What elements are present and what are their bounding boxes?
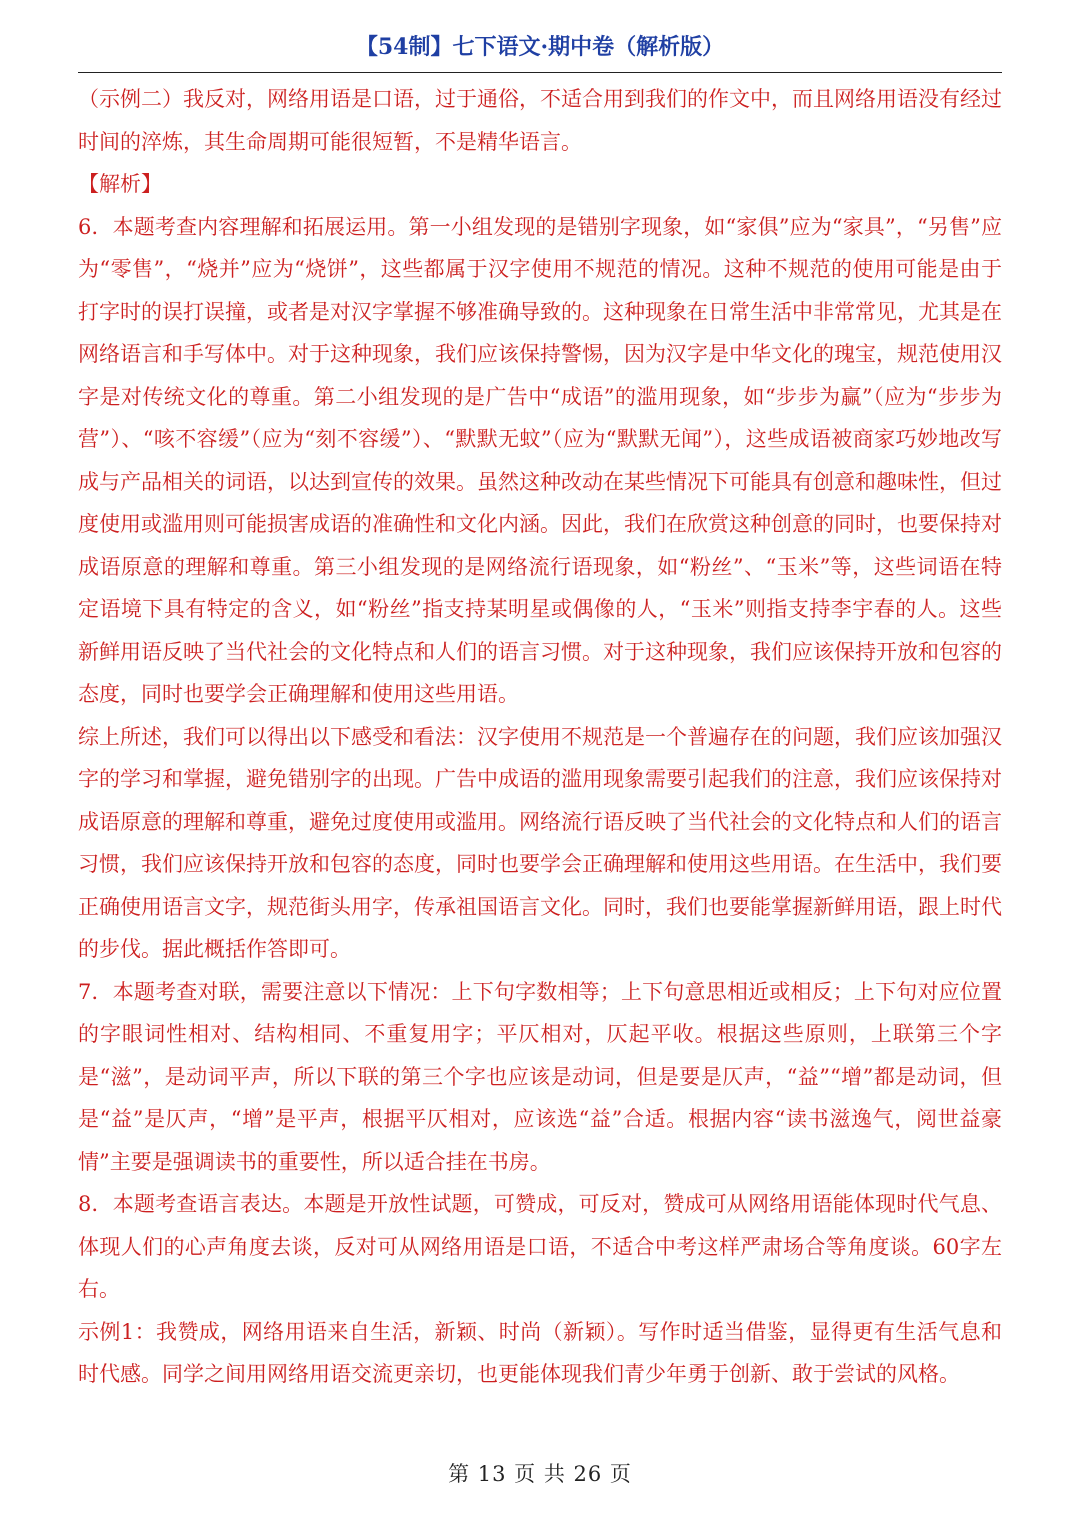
document-header-title: 【54制】七下语文·期中卷（解析版） <box>355 34 725 60</box>
page-number: 第 13 页 共 26 页 <box>448 1462 632 1486</box>
analysis-question-8: 8．本题考查语言表达。本题是开放性试题，可赞成，可反对，赞成可从网络用语能体现时代气息、体现人们的心声角度去谈，反对可从网络用语是口语，不适合中考这样严肃场合等角度谈。60字左右。 <box>78 1192 1002 1301</box>
analysis-question-7: 7．本题考查对联，需要注意以下情况：上下句字数相等；上下句意思相近或相反；上下句对应位置的字眼词性相对、结构相同、不重复用字；平仄相对，仄起平收。根据这些原则，上联第三个字是“滋”，是动词平声，所以下联的第三个字也应该是动词，但是要是仄声，“益”“增”都是动词，但是“益”是仄声，“增”是平声，根据平仄相对，应该选“益”合适。根据内容“读书滋逸气，阅世益豪情”主要是强调读书的重要性，所以适合挂在书房。 <box>78 979 1002 1174</box>
document-body <box>78 78 1002 1396</box>
answer-example-1: 示例1：我赞成，网络用语来自生活，新颖、时尚（新颖）。写作时适当借鉴，显得更有生活气息和时代感。同学之间用网络用语交流更亲切，也更能体现我们青少年勇于创新、敢于尝试的风格。 <box>78 1319 1002 1386</box>
header-divider <box>78 72 1002 73</box>
analysis-heading: 【解析】 <box>78 172 162 196</box>
answer-example-2: （示例二）我反对，网络用语是口语，过于通俗，不适合用到我们的作文中，而且网络用语没有经过时间的淬炼，其生命周期可能很短暂，不是精华语言。 <box>78 87 1002 154</box>
analysis-question-6-summary: 综上所述，我们可以得出以下感受和看法：汉字使用不规范是一个普遍存在的问题，我们应该加强汉字的学习和掌握，避免错别字的出现。广告中成语的滥用现象需要引起我们的注意，我们应该保持对成语原意的理解和尊重，避免过度使用或滥用。网络流行语反映了当代社会的文化特点和人们的语言习惯，我们应该保持开放和包容的态度，同时也要学会正确理解和使用这些用语。在生活中，我们要正确使用语言文字，规范街头用字，传承祖国语言文化。同时，我们也要能掌握新鲜用语，跟上时代的步伐。据此概括作答即可。 <box>78 724 1002 961</box>
analysis-question-6: 6．本题考查内容理解和拓展运用。第一小组发现的是错别字现象，如“家俱”应为“家具”，“另售”应为“零售”，“烧并”应为“烧饼”，这些都属于汉字使用不规范的情况。这种不规范的使用可能是由于打字时的误打误撞，或者是对汉字掌握不够准确导致的。这种现象在日常生活中非常常见，尤其是在网络语言和手写体中。对于这种现象，我们应该保持警惕，因为汉字是中华文化的瑰宝，规范使用汉字是对传统文化的尊重。第二小组发现的是广告中“成语”的滥用现象，如“步步为赢”（应为“步步为营”）、“咳不容缓”（应为“刻不容缓”）、“默默无蚊”（应为“默默无闻”），这些成语被商家巧妙地改写成与产品相关的词语，以达到宣传的效果。虽然这种改动在某些情况下可能具有创意和趣味性，但过度使用或滥用则可能损害成语的准确性和文化内涵。因此，我们在欣赏这种创意的同时，也要保持对成语原意的理解和尊重。第三小组发现的是网络流行语现象，如“粉丝”、“玉米”等，这些词语在特定语境下具有特定的含义，如“粉丝”指支持某明星或偶像的人，“玉米”则指支持李宇春的人。这些新鲜用语反映了当代社会的文化特点和人们的语言习惯。对于这种现象，我们应该保持开放和包容的态度，同时也要学会正确理解和使用这些用语。 <box>78 214 1002 706</box>
